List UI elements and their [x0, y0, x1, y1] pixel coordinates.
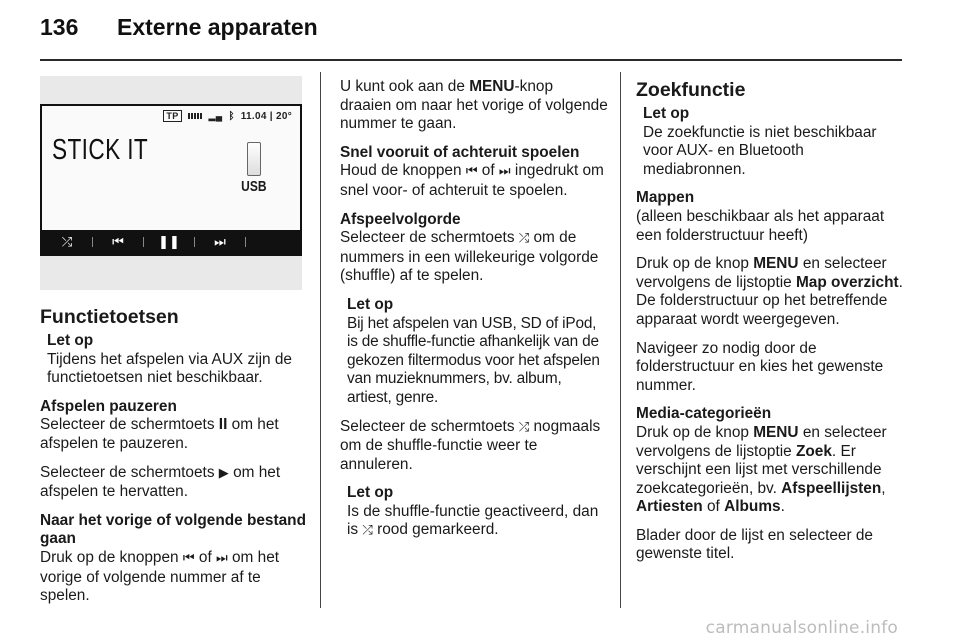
note-aux: [40, 332, 308, 388]
paragraph-folder-overview: [636, 255, 904, 329]
menu-key: MENU: [469, 78, 515, 95]
usb-icon: [247, 142, 261, 176]
source-label: USB: [241, 178, 267, 195]
note-shuffle-filter: [340, 296, 608, 408]
usb-source: [238, 142, 270, 196]
text: Selecteer de schermtoets: [40, 416, 215, 434]
text: om het vorige of volgende nummer af te spelen.: [40, 548, 280, 605]
shuffle-icon: ⤮: [362, 523, 373, 539]
text: ingedrukt om snel voor- of achteruit te spoelen.: [340, 162, 604, 199]
status-bar: [163, 110, 292, 122]
menu-key: MENU: [753, 255, 799, 273]
text: Selecteer de schermtoets: [40, 463, 215, 481]
option-folder-overview: Map overzicht: [795, 273, 899, 291]
note-title: Let op: [643, 105, 690, 122]
skip-forward-icon: ⏭: [498, 164, 511, 180]
shuffle-icon: ⤮: [518, 419, 530, 435]
option-search: Zoek: [795, 442, 832, 460]
text: . Er verschijnt een lijst met verschillende zoekcategorieën, bv.: [636, 442, 882, 497]
note-title: Let op: [347, 484, 394, 502]
subheading-folders: Mappen: [636, 189, 695, 207]
skip-back-icon[interactable]: ⏮: [112, 234, 124, 249]
column-1: [40, 305, 308, 606]
bluetooth-icon: ᛒ: [228, 110, 235, 122]
time-temperature: 11.04 | 20°: [240, 110, 292, 122]
subheading-pause: Afspelen pauzeren: [40, 397, 177, 415]
pause-icon[interactable]: ❚❚: [158, 234, 180, 249]
text: Druk op de knop: [636, 423, 749, 441]
paragraph-media-categories: [636, 424, 904, 517]
note-title: Let op: [347, 295, 394, 313]
text: Selecteer de schermtoets: [340, 229, 515, 247]
text: Selecteer de schermtoets: [340, 417, 515, 435]
text: om het afspelen te pauzeren.: [40, 416, 279, 452]
paragraph-fast-forward: [340, 162, 608, 200]
paragraph-next-prev: [40, 549, 308, 606]
paragraph-resume: [40, 464, 308, 502]
text: Druk op de knop: [636, 255, 749, 273]
option-albums: Albums: [724, 498, 781, 516]
paragraph-shuffle: [340, 229, 608, 286]
shuffle-icon: ⤮: [518, 231, 530, 247]
note-text: Bij het afspelen van USB, SD of iPod, is de shuffle-functie afhankelijk van de gekozen filtermodus voor het afspelen van muzieknummers, bv. album, artiest, genre.: [347, 314, 600, 406]
text: U kunt ook aan de: [340, 78, 465, 95]
paragraph-menu-knob: [340, 78, 608, 134]
skip-forward-icon[interactable]: ⏭: [214, 234, 226, 249]
text: Houd de knoppen: [340, 162, 462, 180]
track-title: STICK IT: [52, 134, 149, 166]
control-separator: [245, 237, 246, 247]
skip-forward-icon: ⏭: [216, 550, 228, 566]
signal-icon: ▂▄: [208, 110, 223, 121]
skip-back-icon: ⏮: [182, 550, 195, 566]
subheading-media-categories: Media-categorieën: [636, 405, 772, 423]
play-icon: ▶: [218, 465, 229, 481]
text: .: [780, 498, 785, 516]
paragraph-folders: (alleen beschikbaar als het apparaat een folderstructuur heeft): [636, 207, 885, 244]
note-search: [636, 105, 904, 179]
pause-icon: II: [218, 416, 228, 434]
text: of: [198, 548, 212, 566]
text: of: [481, 162, 495, 180]
text: of: [707, 498, 720, 516]
text: . De folderstructuur op het betreffende apparaat wordt weergegeven.: [636, 273, 903, 328]
watermark: carmanualsonline.info: [705, 618, 898, 638]
subheading-next-prev: Naar het vorige of volgende bestand gaan: [40, 511, 306, 548]
control-bar: [42, 230, 300, 254]
subheading-play-order: Afspeelvolgorde: [340, 210, 461, 228]
infotainment-screen: [40, 104, 302, 256]
text: en selecteer vervolgens de lijstoptie: [636, 255, 887, 291]
subheading-fast-forward: Snel vooruit of achteruit spoelen: [340, 143, 580, 161]
column-3: [636, 78, 904, 564]
text: -knop draaien om naar het vorige of volgende nummer te gaan.: [340, 78, 608, 133]
note-text: De zoekfunctie is niet beschikbaar voor AUX- en Bluetooth mediabronnen.: [643, 123, 877, 178]
text: om de nummers in een willekeurige volgorde (shuffle) af te spelen.: [340, 229, 599, 285]
header-rule: [40, 59, 902, 61]
menu-key: MENU: [753, 423, 799, 441]
option-playlists: Afspeellijsten: [781, 479, 882, 497]
text: Druk op de knoppen: [40, 548, 179, 566]
note-text: Tijdens het afspelen via AUX zijn de functietoetsen niet beschikbaar.: [47, 350, 292, 387]
text: Is de shuffle-functie geactiveerd, dan is: [347, 502, 599, 539]
text: nogmaals om de shuffle-functie weer te annuleren.: [340, 417, 601, 473]
column-2: [340, 78, 608, 541]
column-divider-1: [320, 72, 321, 608]
section-heading-search: Zoekfunctie: [636, 79, 746, 101]
note-text: [347, 503, 608, 541]
shuffle-icon[interactable]: ⤮: [61, 234, 73, 249]
text: om het afspelen te hervatten.: [40, 463, 281, 501]
option-artists: Artiesten: [636, 498, 703, 516]
paragraph-browse: Blader door de lijst en selecteer de gewenste titel.: [636, 526, 873, 563]
page-header: [40, 14, 318, 44]
paragraph-cancel-shuffle: [340, 418, 608, 475]
skip-back-icon: ⏮: [465, 164, 478, 180]
page-number: 136: [40, 14, 79, 40]
text: ,: [881, 479, 886, 497]
battery-icon: [188, 113, 203, 119]
text: en selecteer vervolgens de lijstoptie: [636, 423, 887, 460]
paragraph-pause: [40, 416, 308, 453]
note-title: Let op: [47, 332, 94, 349]
chapter-title: Externe apparaten: [117, 14, 318, 40]
column-divider-2: [620, 72, 621, 608]
section-heading-function-keys: Functietoetsen: [40, 306, 179, 328]
text: rood gemarkeerd.: [377, 521, 499, 539]
note-shuffle-active: [340, 484, 608, 541]
tp-indicator: TP: [163, 110, 181, 122]
paragraph-navigate: Navigeer zo nodig door de folderstructuur en kies het gewenste nummer.: [636, 339, 884, 394]
